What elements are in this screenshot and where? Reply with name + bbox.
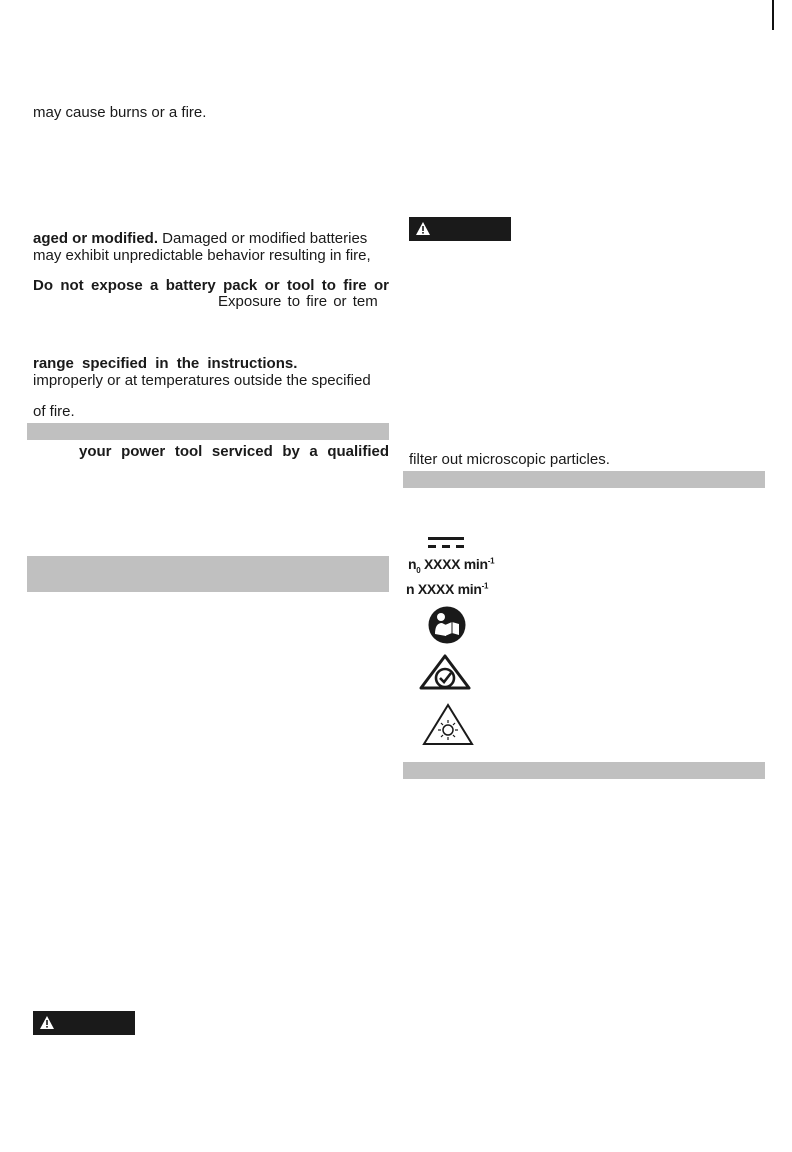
direct-current-icon <box>428 537 464 549</box>
rated-speed-symbol <box>406 581 488 597</box>
light-radiation-warning-icon <box>422 703 474 746</box>
text-aged-bold: aged or modified. <box>33 230 159 247</box>
text-range-specified: range specified in the instructions. <box>33 355 298 372</box>
text-exposure: Exposure to fire or tem <box>218 293 378 310</box>
symbols-heading-bar <box>403 471 765 488</box>
warning-label-right <box>409 217 511 241</box>
warning-triangle-icon <box>415 221 431 236</box>
section-heading-bar <box>27 556 389 592</box>
no-load-speed-sup: -1 <box>487 556 495 566</box>
no-load-speed-n: n <box>408 556 417 572</box>
section-bar-bottom <box>403 762 765 779</box>
text-burns: may cause burns or a fire. <box>33 104 207 121</box>
text-unpredictable: may exhibit unpredictable behavior resulting in fire, <box>33 247 371 264</box>
warning-label <box>33 1011 135 1035</box>
read-manual-icon <box>428 606 466 644</box>
rated-speed-value: n XXXX min <box>406 581 482 597</box>
text-filter-particles: filter out microscopic particles. <box>409 451 610 468</box>
no-load-speed-sub: 0 <box>416 565 421 575</box>
text-aged-rest: Damaged or modified batteries <box>158 230 368 247</box>
text-serviced: your power tool serviced by a qualified <box>79 443 389 460</box>
text-do-not-expose: Do not expose a battery pack or tool to fire or <box>33 277 389 294</box>
no-load-speed-symbol <box>408 556 494 575</box>
text-of-fire: of fire. <box>33 403 75 420</box>
section-bar <box>27 423 389 440</box>
no-load-speed-value: XXXX min <box>424 556 488 572</box>
warning-triangle-icon <box>39 1015 55 1030</box>
text-improperly: improperly or at temperatures outside the specified <box>33 372 371 389</box>
rated-speed-sup: -1 <box>481 581 489 591</box>
text-aged-line <box>33 230 389 247</box>
crop-mark <box>772 0 774 30</box>
rcm-compliance-icon <box>418 654 472 691</box>
